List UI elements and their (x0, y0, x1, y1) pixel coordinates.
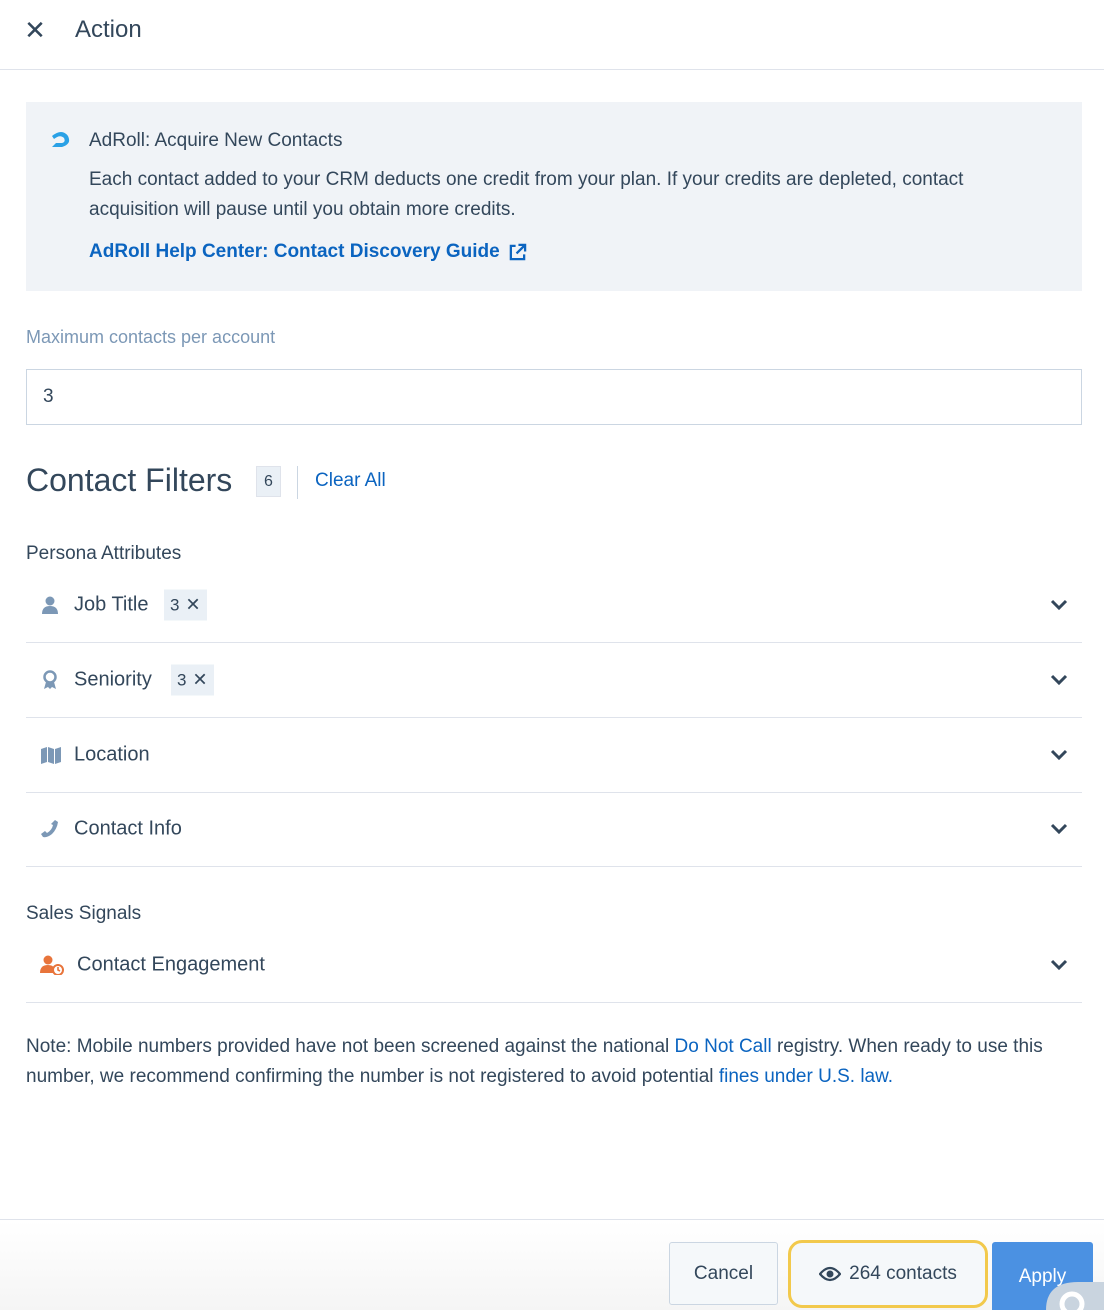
map-icon (40, 745, 62, 765)
filter-row-contact-engagement[interactable] (26, 928, 1082, 1003)
eye-icon (819, 1266, 841, 1282)
persona-attributes-label: Persona Attributes (26, 543, 182, 564)
chevron-down-icon (1050, 674, 1068, 686)
filter-label: Contact Info (74, 817, 182, 840)
divider (297, 466, 298, 499)
info-title: AdRoll: Acquire New Contacts (89, 130, 343, 151)
filter-label: Seniority (74, 668, 152, 691)
chevron-down-icon (1050, 823, 1068, 835)
fines-law-link[interactable]: fines under U.S. law. (718, 1066, 894, 1087)
contacts-count-label: 264 contacts (849, 1263, 957, 1284)
filter-row-location[interactable] (26, 718, 1082, 793)
do-not-call-link[interactable]: Do Not Call (674, 1036, 772, 1057)
cancel-button[interactable]: Cancel (669, 1242, 778, 1305)
sales-signals-label: Sales Signals (26, 903, 142, 924)
user-engagement-icon (40, 955, 64, 975)
adroll-logo-icon (48, 130, 74, 154)
badge-count: 3 (170, 595, 180, 615)
help-center-link-label: AdRoll Help Center: Contact Discovery Guide (89, 241, 500, 262)
filter-row-seniority[interactable] (26, 643, 1082, 718)
note-text: registry. When ready to use this number, we recommend confirming the number is not registered to avoid potential (26, 1036, 1043, 1087)
contact-filters-title: Contact Filters (26, 462, 233, 498)
filter-label: Location (74, 743, 150, 766)
filter-row-contact-info[interactable] (26, 792, 1082, 867)
badge-count: 3 (177, 670, 187, 690)
panel-footer (0, 1219, 1104, 1310)
selected-count-badge (164, 590, 207, 621)
selected-count-badge (171, 665, 214, 696)
remove-filter-icon[interactable]: ✕ (185, 594, 201, 615)
filter-label: Job Title (74, 593, 149, 616)
info-callout (26, 102, 1082, 291)
close-icon[interactable]: ✕ (24, 15, 46, 45)
clear-all-link[interactable]: Clear All (315, 470, 386, 491)
note-text: Note: Mobile numbers provided have not been screened against the national (26, 1036, 675, 1057)
dnc-note (26, 1032, 1086, 1092)
filter-row-job-title[interactable] (26, 568, 1082, 643)
panel-title: Action (75, 16, 142, 43)
max-contacts-input[interactable] (26, 369, 1082, 425)
external-link-icon (508, 243, 527, 262)
max-contacts-label: Maximum contacts per account (26, 327, 276, 347)
user-icon (40, 595, 60, 615)
chevron-down-icon (1050, 749, 1068, 761)
phone-icon (40, 819, 60, 839)
info-description: Each contact added to your CRM deducts one credit from your plan. If your credits are depleted, contact acquisition will pause until you obtain more credits. (89, 169, 964, 220)
widget-logo-icon (1046, 1278, 1104, 1310)
preview-contacts-button[interactable] (788, 1240, 988, 1308)
chevron-down-icon (1050, 599, 1068, 611)
help-center-link[interactable] (89, 241, 527, 263)
panel-header (0, 0, 1104, 70)
award-icon (40, 670, 60, 690)
filter-label: Contact Engagement (77, 953, 265, 976)
chevron-down-icon (1050, 959, 1068, 971)
remove-filter-icon[interactable]: ✕ (192, 669, 208, 690)
filters-count-badge: 6 (256, 466, 281, 497)
apply-button[interactable]: Apply (992, 1242, 1093, 1310)
